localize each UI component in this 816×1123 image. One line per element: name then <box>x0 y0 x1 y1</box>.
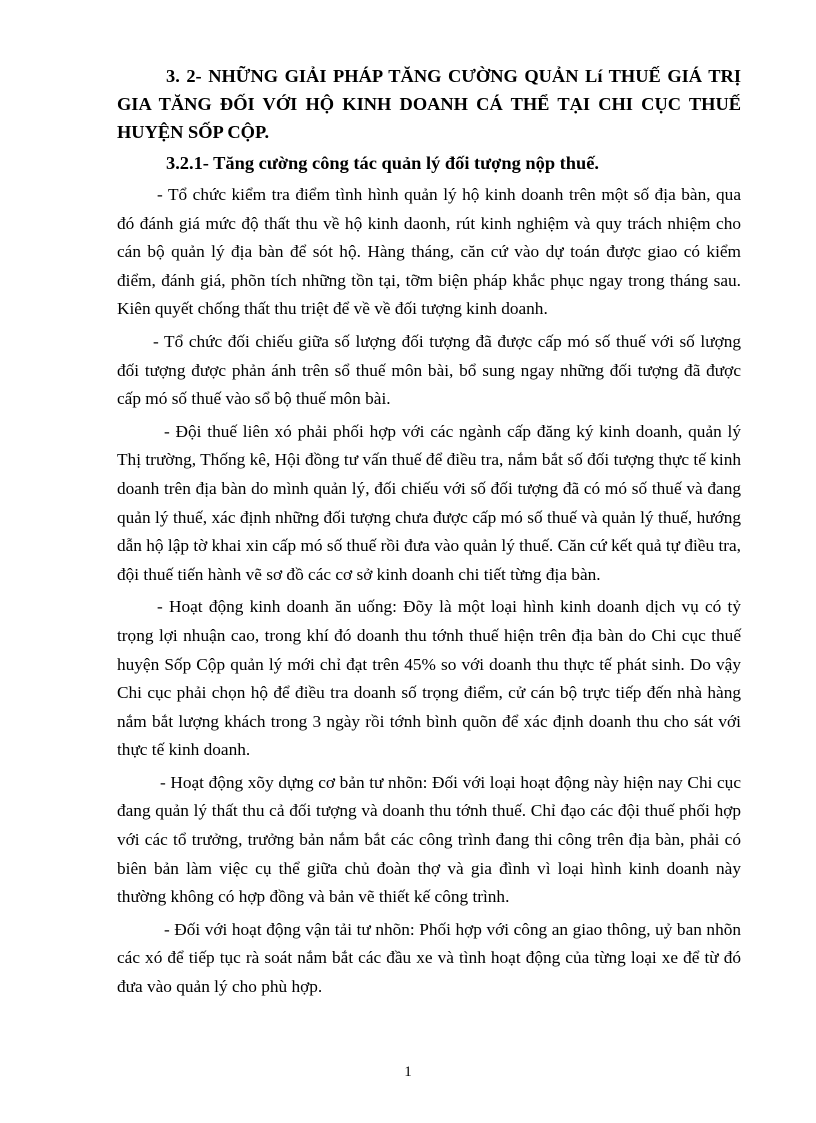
paragraph-2: - Tổ chức đối chiếu giữa số lượng đối tượng đã được cấp mó số thuế với số lượng đối tượng được phản ánh trên sổ thuế môn bài, bổ sung ngay những đối tượng đã được cấp mó số thuế vào sổ bộ thuế môn bài. <box>117 331 741 409</box>
section-heading: 3. 2- NHỮNG GIẢI PHÁP TĂNG CƯỜNG QUẢN Lí THUẾ GIÁ TRỊ GIA TĂNG ĐỐI VỚI HỘ KINH DOANH CÁ THỂ TẠI CHI CỤC THUẾ HUYỆN SỐP CỘP. <box>117 66 741 142</box>
paragraph-4: - Hoạt động kinh doanh ăn uống: Đõy là một loại hình kinh doanh dịch vụ có tỷ trọng lợi nhuận cao, trong khí đó doanh thu tớnh thuế hiện trên địa bàn do Chi cục thuế huyện Sốp Cộp quản lý mới chỉ đạt trên 45% so với doanh thu thực tế phát sinh. Do vậy Chi cục phải chọn hộ để điều tra doanh số trọng điểm, cử cán bộ trực tiếp đến nhà hàng nắm bắt lượng khách trong 3 ngày rồi tớnh bình quõn để xác định doanh thu cho sát với thực tế kinh doanh. <box>117 597 741 760</box>
subsection-heading: 3.2.1- Tăng cường công tác quản lý đối tượng nộp thuế. <box>166 153 599 173</box>
page-number: 1 <box>404 1064 412 1080</box>
paragraph-5: - Hoạt động xõy dựng cơ bản tư nhõn: Đối với loại hoạt động này hiện nay Chi cục đang quản lý thất thu cả đối tượng và doanh thu tớnh thuế. Chỉ đạo các đội thuế phối hợp với các tổ trưởng, trưởng bản nắm bắt các công trình đang thi công trên địa bàn, phải có biên bản làm việc cụ thể giữa chủ đoàn thợ và gia đình vì loại hình kinh doanh này thường không có hợp đồng và bản vẽ thiết kế công trình. <box>117 772 741 907</box>
paragraph-6: - Đối với hoạt động vận tải tư nhõn: Phối hợp với công an giao thông, uỷ ban nhõn các xó để tiếp tục rà soát nắm bắt các đầu xe và tình hoạt động của từng loại xe để từ đó đưa vào quản lý cho phù hợp. <box>117 919 741 997</box>
paragraph-1: - Tổ chức kiểm tra điểm tình hình quản lý hộ kinh doanh trên một số địa bàn, qua đó đánh giá mức độ thất thu về hộ kinh daonh, rút kinh nghiệm và quy trách nhiệm cho cán bộ quản lý địa bàn để sót hộ. Hàng tháng, căn cứ vào dự toán được giao có kiểm điểm, đánh giá, phõn tích những tồn tại, tỡm biện pháp khắc phục ngay trong tháng sau. Kiên quyết chống thất thu triệt để về về đối tượng kinh doanh. <box>117 185 741 319</box>
document-body <box>117 62 741 1002</box>
paragraph-3: - Đội thuế liên xó phải phối hợp với các ngành cấp đăng ký kinh doanh, quản lý Thị trường, Thống kê, Hội đồng tư vấn thuế để điều tra, nắm bắt số đối tượng thực tế kinh doanh trên địa bàn do mình quản lý, đối chiếu với số đối tượng đã có mó số thuế và đang quản lý thuế, xác định những đối tượng chưa được cấp mó số thuế và quản lý thuế, hướng dẫn hộ lập tờ khai xin cấp mó số thuế rồi đưa vào quản lý thuế. Căn cứ kết quả tự điều tra, đội thuế tiến hành vẽ sơ đồ các cơ sở kinh doanh chi tiết từng địa bàn. <box>117 421 741 584</box>
